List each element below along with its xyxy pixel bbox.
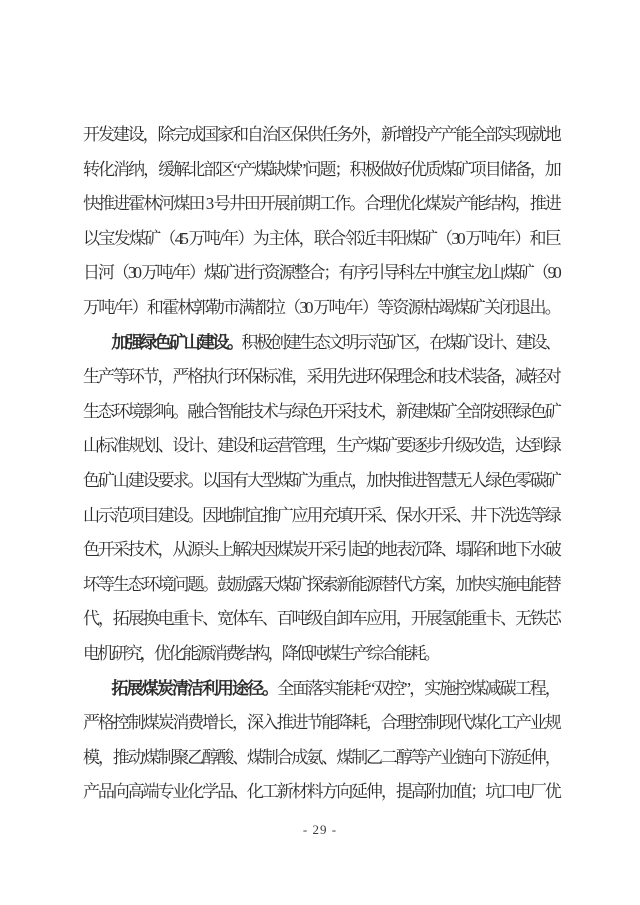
- document-text-block: [83, 118, 559, 810]
- text-line: 模，推动煤制聚乙醇酸、煤制合成氨、煤制乙二醇等产业链向下游延伸，: [83, 747, 559, 767]
- paragraph: [83, 326, 559, 672]
- text-line: 代，拓展换电重卡、宽体车、百吨级自卸车应用，开展氢能重卡、无铁芯: [83, 609, 559, 629]
- text-line: 生态环境影响。融合智能技术与绿色开采技术，新建煤矿全部按照绿色矿: [83, 401, 559, 421]
- page-number: - 29 -: [302, 822, 338, 837]
- bold-lead-phrase: 加强绿色矿山建设。: [111, 332, 242, 352]
- text-line: 加强绿色矿山建设。积极创建生态文明示范矿区，在煤矿设计、建设、: [111, 332, 559, 352]
- text-line: 开发建设，除完成国家和自治区保供任务外，新增投产产能全部实现就地: [83, 125, 559, 144]
- text-line: 山示范项目建设。因地制宜推广应用充填开采、保水开采、井下洗选等绿: [83, 505, 559, 525]
- paragraph: [83, 118, 559, 326]
- text-line: 日河（30 万吨/年）煤矿进行资源整合；有序引导科左中旗宝龙山煤矿（90: [83, 263, 559, 283]
- bold-lead-phrase: 拓展煤炭清洁利用途径。: [111, 678, 278, 698]
- paragraph: [83, 672, 559, 810]
- text-line: 万吨/年）和霍林郭勒市满都拉（30 万吨/年）等资源枯竭煤矿关闭退出。: [83, 297, 559, 317]
- text-line: 色开采技术，从源头上解决因煤炭开采引起的地表沉降、塌陷和地下水破: [83, 540, 559, 560]
- text-line: 山标准规划、设计、建设和运营管理，生产煤矿要逐步升级改造，达到绿: [83, 436, 559, 456]
- text-line: 色矿山建设要求。以国有大型煤矿为重点，加快推进智慧无人绿色零碳矿: [83, 470, 559, 490]
- text-line: 电机研究，优化能源消费结构，降低吨煤生产综合能耗。: [83, 643, 438, 663]
- text-line: 以宝发煤矿（45 万吨/年）为主体，联合邻近丰阳煤矿（30 万吨/年）和巨: [83, 228, 559, 248]
- text-line: 产品向高端专业化学品、化工新材料方向延伸，提高附加值；坑口电厂优: [83, 782, 559, 802]
- text-line: 生产等环节，严格执行环保标准，采用先进环保理念和技术装备，减轻对: [83, 367, 559, 387]
- text-line: 快推进霍林河煤田 3 号井田开展前期工作。合理优化煤炭产能结构，推进: [83, 194, 559, 214]
- text-line: 严格控制煤炭消费增长，深入推进节能降耗，合理控制现代煤化工产业规: [83, 713, 559, 733]
- text-line: 转化消纳，缓解北部区“产煤缺煤”问题；积极做好优质煤矿项目储备，加: [83, 159, 559, 179]
- text-line: 拓展煤炭清洁利用途径。全面落实能耗“双控”，实施控煤减碳工程，: [111, 678, 560, 698]
- text-line: 坏等生态环境问题。鼓励露天煤矿探索新能源替代方案，加快实施电能替: [83, 574, 559, 594]
